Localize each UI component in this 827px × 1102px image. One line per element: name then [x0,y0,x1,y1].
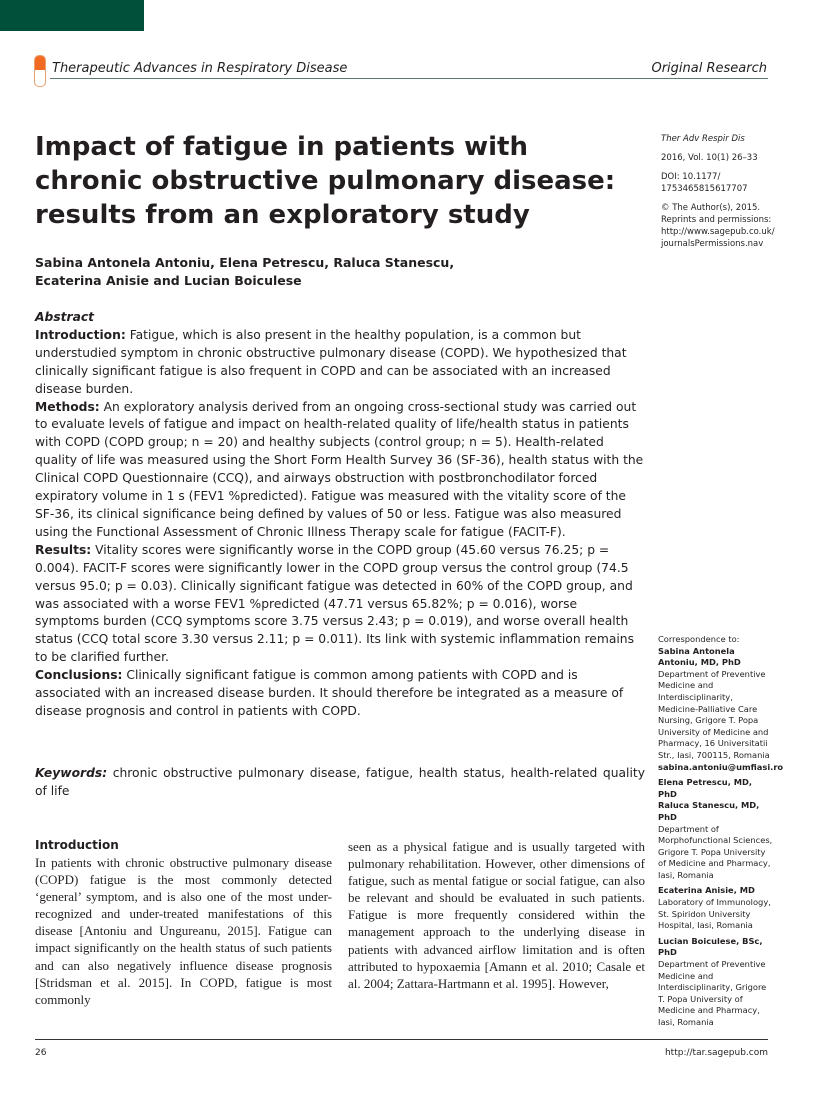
journal-pill-logo-icon [34,55,46,87]
copyright: © The Author(s), 2015. Reprints and permissions: http://www.sagepub.co.uk/ journalsPermissions.nav [661,203,775,249]
article-title: Impact of fatigue in patients with chronic obstructive pulmonary disease: results from an exploratory study [35,132,616,230]
journal-color-bar [0,0,144,31]
corr-name: Elena Petrescu, MD, PhD [658,777,753,799]
abstract [35,309,645,721]
intro-text: Fatigue, which is also present in the healthy population, is a common but understudied symptom in chronic obstructive pulmonary disease (COPD). We hypothesized that clinically significant fatigue is also frequent in COPD and can be associated with an increased disease burden. [35,327,627,396]
body-text: In patients with chronic obstructive pulmonary disease (COPD) fatigue is the most commonly detected ‘general’ symptom, and is also one of the most under-recognized and under-treated manifestations of this disease [Antoniu and Ungureanu, 2015]. Fatigue can impact significantly on the health status of such patients and can also negatively influence disease prognosis [Stridsman et al. 2015]. In COPD, fatigue is most commonly [35,855,332,1007]
results-text: Vitality scores were significantly worse in the COPD group (45.60 versus 76.25; p = 0.004). FACIT-F scores were significantly lower in the COPD group versus the control group (74.5 versus 95.0; p = 0.03). Clinically significant fatigue was detected in 60% of the COPD group, and was associated with a worse FEV1 %predicted (47.71 versus 65.82%; p = 0.016), worse symptoms burden (CCQ symptoms score 3.75 versus 2.43; p = 0.019), and worse overall health status (CCQ total score 3.30 versus 2.11; p = 0.011). Its link with systemic inflammation remains to be clarified further. [35,542,634,665]
methods-text: An exploratory analysis derived from an ongoing cross-sectional study was carried out to evaluate levels of fatigue and impact on health-related quality of life/health status in patients with COPD (COPD group; n = 20) and healthy subjects (control group; n = 5). Health-related quality of life was measured using the Short Form Health Survey 36 (SF-36), health status with the Clinical COPD Questionnaire (CCQ), and airways obstruction with postbronchodilator forced expiratory volume in 1 s (FEV1 %predicted). Fatigue was measured with the vitality score of the SF-36, its clinical significance being defined by values of 50 or less. Fatigue was also measured using the Functional Assessment of Chronic Illness Therapy scale for fatigue (FACIT-F). [35,399,644,539]
author-list: Sabina Antonela Antoniu, Elena Petrescu, Raluca Stanescu, Ecaterina Anisie and Lucian Boiculese [35,255,455,288]
keywords-label: Keywords: [35,766,108,780]
journal-url[interactable]: http://tar.sagepub.com [664,1048,768,1058]
corr-affil: Department of Preventive Medicine and Interdisciplinarity, Medicine-Palliative Care Nursing, Grigore T. Popa University of Medicine and Pharmacy, 16 Universitatii Str., Iasi, 700115, Romania [658,668,770,760]
conclusions-label: Conclusions: [35,668,123,683]
correspondence [658,634,784,1033]
footer-divider [35,1039,768,1040]
methods-label: Methods: [35,399,100,414]
section-heading: Introduction [35,838,119,852]
corr-email[interactable]: sabina.antoniu@umfiasi.ro [658,761,784,772]
body-column-2 [348,838,645,992]
corr-affil: Laboratory of Immunology, St. Spiridon University Hospital, Iasi, Romania [658,897,771,931]
corr-label: Correspondence to: [658,634,740,644]
header-divider [50,78,768,79]
citation-meta [661,133,781,257]
corr-name: Ecaterina Anisie, MD [658,885,755,896]
corr-affil: Department of Preventive Medicine and Interdisciplinarity, Grigore T. Popa University of Medicine and Pharmacy, Iasi, Romania [658,959,767,1027]
journal-name: Therapeutic Advances in Respiratory Disease [52,61,348,76]
journal-abbr: Ther Adv Respir Dis [661,134,745,144]
corr-name: Sabina Antonela Antoniu, MD, PhD [658,645,741,668]
intro-label: Introduction: [35,327,126,342]
keywords-text: chronic obstructive pulmonary disease, fatigue, health status, health-related quality of life [35,766,645,798]
body-text: seen as a physical fatigue and is usually targeted with pulmonary rehabilitation. However, other dimensions of fatigue, such as mental fatigue or social fatigue, can also be relevant and should be evaluated in such patients. Fatigue is more frequently considered within the management approach to the underlying disease in patients with advanced airflow limitation and is often attributed to hypoxaemia [Amann et al. 2010; Casale et al. 2004; Zattara-Hartmann et al. 1995]. However, [348,839,645,991]
article-type: Original Research [651,61,767,76]
conclusions-text: Clinically significant fatigue is common among patients with COPD and is associated with an increased disease burden. It should therefore be integrated as a measure of disease prognosis and control in patients with COPD. [35,668,624,718]
body-column-1 [35,837,332,1008]
corr-name: Raluca Stanescu, MD, PhD [658,800,760,822]
corr-affil: Department of Morphofunctional Sciences, Grigore T. Popa University of Medicine and Pharmacy, Iasi, Romania [658,823,773,880]
keywords [35,764,645,800]
doi[interactable]: DOI: 10.1177/ 1753465815617707 [661,172,748,194]
abstract-heading: Abstract [35,310,95,324]
volume: 2016, Vol. 10(1) 26–33 [661,153,758,163]
page-number: 26 [35,1048,47,1058]
corr-name: Lucian Boiculese, BSc, PhD [658,935,763,958]
results-label: Results: [35,542,92,557]
